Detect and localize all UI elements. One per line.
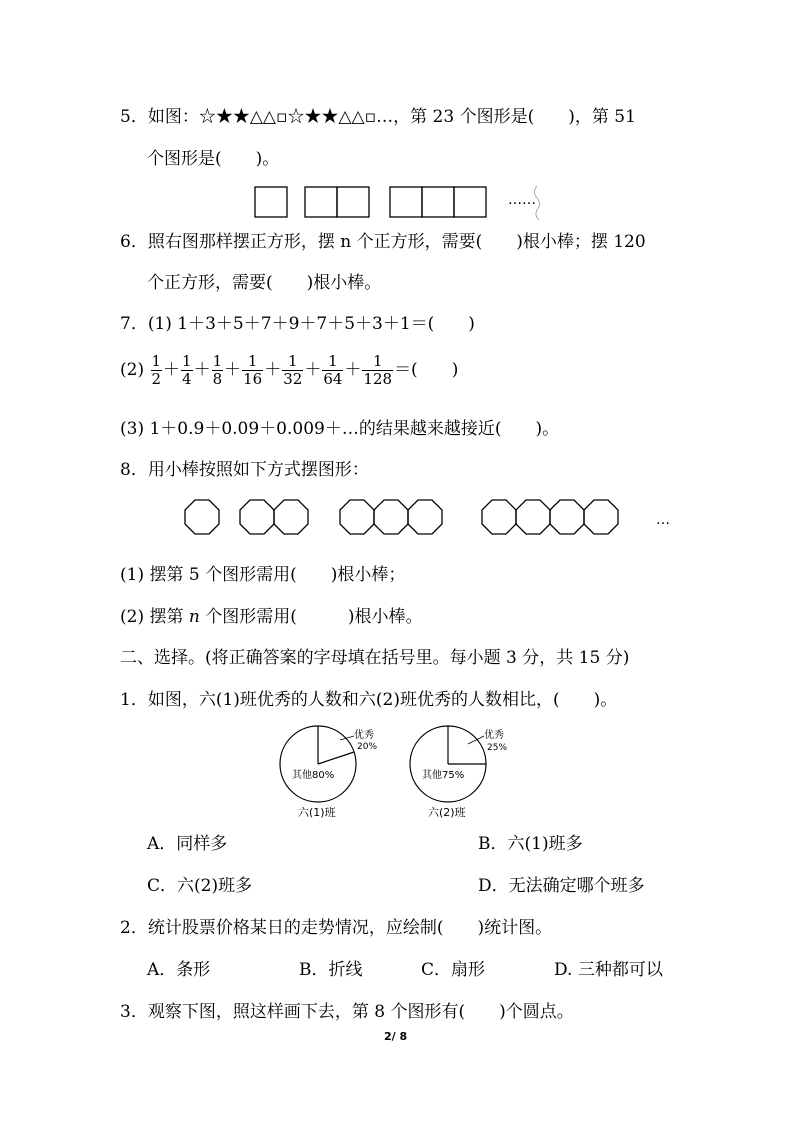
q5-line2: 个图形是( )。	[147, 149, 280, 169]
q8-part1: (1) 摆第 5 个图形需用( )根小棒；	[120, 565, 406, 585]
fraction-1-4: $\frac{1}{4}$	[182, 352, 192, 388]
squares-dots: ……	[508, 192, 536, 208]
fraction-1-8: $\frac{1}{8}$	[212, 352, 223, 388]
mc1-stem: 1．如图，六(1)班优秀的人数和六(2)班优秀的人数相比，( )。	[120, 690, 618, 710]
pie2-pct-excellent: 25%	[487, 743, 508, 753]
squares-figure	[250, 182, 550, 222]
plus-sign: ＋	[163, 360, 181, 380]
pie1-label-other: 其他80%	[292, 770, 335, 781]
q8-part2-text-b: 个图形需用( )根小棒。	[199, 607, 423, 627]
pie-charts-figure	[278, 722, 538, 820]
mc1-option-d[interactable]: D．无法确定哪个班多	[478, 876, 645, 896]
mc2-option-d[interactable]: D. 三种都可以	[554, 960, 663, 980]
mc2-option-b[interactable]: B．折线	[299, 960, 363, 980]
q6-line1: 6．照右图那样摆正方形，摆 n 个正方形，需要( )根小棒；摆 120	[120, 232, 646, 252]
q7-part2	[120, 350, 458, 390]
pie1-caption: 六(1)班	[298, 806, 336, 819]
fraction-1-32: $\frac{1}{32}$	[283, 352, 303, 388]
q8-part2-n: n	[188, 607, 200, 627]
q7-part2-suffix: ＝( )	[394, 360, 459, 380]
plus-sign: ＋	[193, 360, 211, 380]
mc2-option-c[interactable]: C．扇形	[421, 960, 486, 980]
mc1-option-c[interactable]: C．六(2)班多	[147, 876, 253, 896]
page-number: 2/ 8	[384, 1030, 408, 1043]
q6-line2: 个正方形，需要( )根小棒。	[147, 273, 382, 293]
plus-sign: ＋	[224, 360, 242, 380]
q8-part2-text-a: (2) 摆第	[120, 607, 189, 627]
fraction-1-128: $\frac{1}{128}$	[363, 352, 393, 388]
q5-line1: 5．如图：☆★★△△▫☆★★△△▫…，第 23 个图形是( )，第 51	[120, 107, 636, 127]
mc2-stem: 2．统计股票价格某日的走势情况，应绘制( )统计图。	[120, 918, 553, 938]
q7-part3: (3) 1＋0.9＋0.09＋0.009＋…的结果越来越接近( )。	[120, 419, 560, 439]
mc1-option-b[interactable]: B．六(1)班多	[478, 834, 583, 854]
pie2-caption: 六(2)班	[428, 806, 466, 819]
plus-sign: ＋	[344, 360, 362, 380]
q7-part2-prefix: (2)	[120, 360, 145, 380]
q8-part2	[120, 606, 423, 628]
fraction-1-64: $\frac{1}{64}$	[323, 352, 343, 388]
mc2-option-a[interactable]: A．条形	[147, 960, 211, 980]
fraction-1-2: $\frac{1}{2}$	[151, 352, 162, 388]
mc1-option-a[interactable]: A．同样多	[147, 834, 228, 854]
fraction-1-16: $\frac{1}{16}$	[243, 352, 263, 388]
pie1-pct-excellent: 20%	[357, 742, 378, 752]
section2-title: 二、选择。(将正确答案的字母填在括号里。每小题 3 分，共 15 分)	[120, 648, 630, 668]
pie1-label-excellent: 优秀	[354, 730, 374, 741]
q7-part1: 7．(1) 1＋3＋5＋7＋9＋7＋5＋3＋1＝( )	[120, 314, 475, 334]
q8-title: 8．用小棒按照如下方式摆图形：	[120, 460, 369, 480]
pie2-label-excellent: 优秀	[484, 730, 504, 741]
pie2-label-other: 其他75%	[422, 770, 465, 781]
plus-sign: ＋	[264, 360, 282, 380]
mc3-stem: 3．观察下图，照这样画下去，第 8 个图形有( )个圆点。	[120, 1002, 574, 1022]
octagon-dots: …	[656, 512, 670, 528]
plus-sign: ＋	[304, 360, 322, 380]
octagon-figures	[180, 496, 680, 548]
